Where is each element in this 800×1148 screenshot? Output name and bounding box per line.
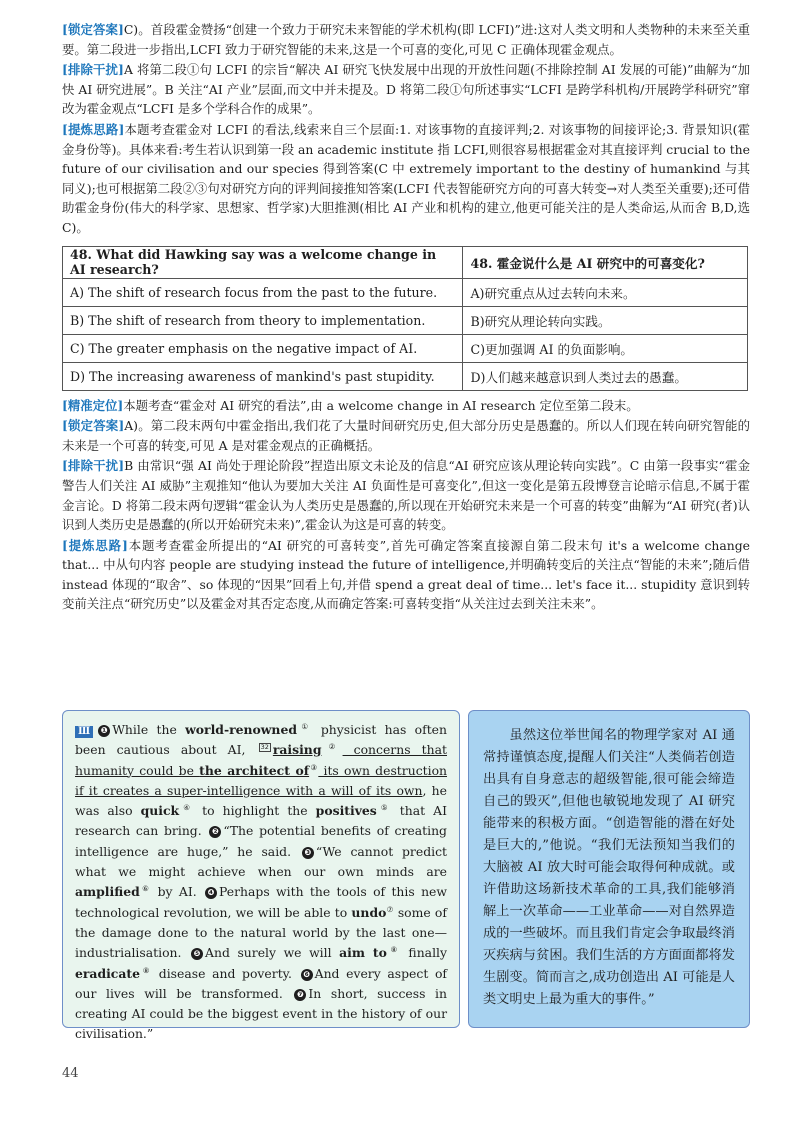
locate-text: 本题考查“霍金对 AI 研究的看法”,由 a welcome change in AI research 定位至第二段末。 xyxy=(123,397,639,413)
page-content xyxy=(62,20,750,615)
option-cn: C)更加强调 AI 的负面影响。 xyxy=(463,334,748,362)
footnote-mark: ② xyxy=(321,742,343,752)
exclude-text: B 由常识“强 AI 尚处于理论阶段”捏造出原文未论及的信息“AI 研究应该从理论转向实践”。C 由第一段事实“霍金警告人们关注 AI 威胁”主观推知“他认为要加大关注 AI 负面性是可喜变化”,但这一变化是第五段博登言论暗示信息,不属于霍金言论。D 将第二段末两句逻辑“霍金认为人类历史是愚蠢的,所以现在开始研究未来是一个可喜的转变”曲解为“AI 研究(者)认识到人类历史是愚蠢的(所以开始研究未来)”,霍金认为这是可喜的转变。 xyxy=(62,458,750,533)
q47-exclude xyxy=(62,60,750,119)
lock-answer-tag: [锁定答案] xyxy=(62,418,125,434)
passage-span: that AI research can bring. xyxy=(75,803,447,839)
passage-span: finally xyxy=(400,945,447,961)
passage-text xyxy=(75,720,447,1045)
option-cn: A)研究重点从过去转向未来。 xyxy=(463,278,748,306)
footnote-mark: ⑦ xyxy=(386,904,394,914)
refine-tag: [提炼思路] xyxy=(62,121,125,137)
passage-span: In short, success in creating AI could be the biggest event in the history of our civilisation.” xyxy=(75,985,447,1042)
chinese-translation-box: 虽然这位举世闻名的物理学家对 AI 通常持谨慎态度,提醒人们关注“人类倘若创造出具有自身意志的超级智能,很可能会缔造自己的毁灭”,但他也敏锐地发现了 AI 研究能带来的积极方面。“创造智能的潜在好处是巨大的,”他说。“我们无法预知当我们的大脑被 AI 放大时可能会取得何种成就。或许借助这场新技术革命的工具,我们能够消解上一次革命——工业革命——对自然界造成的一些破坏。而且我们肯定会争取最终消灭疾病与贫困。我们生活的方方面面都将发生剧变。简而言之,成功创造出 AI 可能是人类文明史上最为重大的事件。” xyxy=(468,710,750,1028)
option-en: D) The increasing awareness of mankind's past stupidity. xyxy=(63,362,463,390)
q48-option-row xyxy=(63,278,748,306)
option-en: A) The shift of research focus from the past to the future. xyxy=(63,278,463,306)
vocab-world-renowned: world-renowned xyxy=(185,722,297,737)
vocab-quick: quick xyxy=(140,803,180,819)
vocab-positives: positives xyxy=(315,803,377,819)
passage-span: “We cannot predict what we might achieve when our own minds are xyxy=(75,843,448,880)
sentence-marker: ❸ xyxy=(302,847,314,859)
q47-refine xyxy=(62,120,750,238)
lock-answer-text: C)。首段霍金赞扬“创建一个致力于研究未来智能的学术机构(即 LCFI)”进:这对人类文明和人类物种的未来至关重要。第二段进一步指出,LCFI 致力于研究智能的未来,这是一个可喜的变化,可见 C 正确体现霍金观点。 xyxy=(62,22,750,57)
option-en: C) The greater emphasis on the negative impact of AI. xyxy=(63,334,463,362)
locate-tag: [精准定位] xyxy=(62,397,124,413)
vocab-eradicate: eradicate xyxy=(75,965,140,981)
refine-tag: [提炼思路] xyxy=(62,537,128,553)
q48-question-en: 48. What did Hawking say was a welcome change in AI research? xyxy=(63,246,463,278)
q48-header-row xyxy=(63,246,748,278)
passage-span: Perhaps with the tools of this new technological revolution, we will be able to xyxy=(75,884,447,920)
passage-span: While the xyxy=(112,722,186,737)
vocab-aim-to: aim to xyxy=(339,945,387,961)
footnote-mark: ① xyxy=(297,721,313,731)
passage-span: And surely we will xyxy=(205,945,340,961)
passage-span: to highlight the xyxy=(194,803,316,819)
sentence-marker: ❻ xyxy=(301,969,313,981)
q48-exclude xyxy=(62,456,750,534)
refine-text: 本题考查霍金所提出的“AI 研究的可喜转变”,首先可确定答案直接源自第二段末句 it's a welcome change that... 中从句内容 people are studying instead the future of intelligence,并明确转变后的关注点“智能的未来”;随后借 instead 体现的“取舍”、so 体现的“因果”回看上句,并借 spend a great deal of time... let's face it... stupidity 意识到转变前关注点“研究历史”以及霍金对其否定态度,从而确定答案:可喜转变指“从关注过去到关注未来”。 xyxy=(62,537,750,612)
section-marker: Ⅲ xyxy=(75,726,93,738)
passage-span: its own destruction if it creates a super-intelligence with a will of its own xyxy=(75,762,448,798)
exclude-text: A 将第二段①句 LCFI 的宗旨“解决 AI 研究飞快发展中出现的开放性问题(不排除控制 AI 发展的可能)”曲解为“加快 AI 研究进展”。B 关注“AI 产业”层面,而文中并未提及。D 将第二段①句所述事实“LCFI 是跨学科机构/开展跨学科研究”窜改为霍金观点“LCFI 是多个学科合作的成果”。 xyxy=(62,62,751,117)
passage-span: disease and poverty. xyxy=(152,965,299,981)
q48-option-row xyxy=(63,334,748,362)
passage-span: “The potential benefits of creating intelligence are huge,” he said. xyxy=(75,823,447,859)
footnote-mark: ⑧ xyxy=(140,965,153,975)
passage-span: by AI. xyxy=(151,884,204,900)
sentence-marker: ❺ xyxy=(191,948,203,960)
option-cn: B)研究从理论转向实践。 xyxy=(463,306,748,334)
sentence-marker: ❶ xyxy=(98,725,110,737)
exclude-tag: [排除干扰] xyxy=(62,62,124,78)
passage-span: , he was also xyxy=(75,782,447,819)
q48-table xyxy=(62,246,748,391)
q48-locate xyxy=(62,396,750,416)
vocab-architect: the architect of xyxy=(199,762,310,778)
box-mark: 32 xyxy=(260,743,269,752)
page-number: 44 xyxy=(62,1066,79,1081)
q48-option-row xyxy=(63,362,748,390)
footnote-mark: ④ xyxy=(179,803,195,813)
sentence-marker: ❼ xyxy=(294,989,306,1001)
sentence-marker: ❷ xyxy=(209,826,221,838)
passage-span: some of the damage done to the natural world by the last one—industrialisation. xyxy=(75,904,447,961)
q48-lock-answer xyxy=(62,416,750,455)
passage-span: physicist has often been cautious about AI, xyxy=(75,722,447,758)
footnote-mark: ⑥ xyxy=(139,884,152,894)
passage-span: And every aspect of our lives will be transformed. xyxy=(75,965,447,1001)
english-passage-box xyxy=(62,710,460,1042)
footnote-mark: ⑧ xyxy=(386,945,401,955)
lock-answer-text: A)。第二段末两句中霍金指出,我们花了大量时间研究历史,但大部分历史是愚蠢的。所以人们现在转向研究智能的未来是一个可喜的转变,可见 A 是对霍金观点的正确概括。 xyxy=(62,418,750,453)
vocab-undo: undo xyxy=(351,904,387,920)
q48-question-cn: 48. 霍金说什么是 AI 研究中的可喜变化? xyxy=(463,246,748,278)
q47-lock-answer xyxy=(62,20,750,59)
vocab-amplified: amplified xyxy=(75,884,140,900)
lock-answer-tag: [锁定答案] xyxy=(62,22,124,37)
vocab-raising: raising xyxy=(272,742,322,758)
exclude-tag: [排除干扰] xyxy=(62,458,125,474)
footnote-mark: ⑤ xyxy=(376,803,392,813)
option-en: B) The shift of research from theory to implementation. xyxy=(63,306,463,334)
option-cn: D)人们越来越意识到人类过去的愚蠢。 xyxy=(463,362,748,390)
refine-text: 本题考查霍金对 LCFI 的看法,线索来自三个层面:1. 对该事物的直接评判;2. 对该事物的间接评论;3. 背景知识(霍金身份等)。具体来看:考生若认识到第一段 an academic institute 指 LCFI,则很容易根据霍金对其直接评判 crucial to the future of our civilisation and our species 得到答案(C 中 extremely important to the destiny of humankind 与其同义);也可根据第二段②③句对研究方向的评判间接推知答案(LCFI 代表智能研究方向的可喜大转变→对人类至关重要);还可借助霍金身份(伟大的科学家、思想家、哲学家)大胆推测(相比 AI 产业和机构的建立,他更可能关注的是人类命运,从而舍 B,D,选 C)。 xyxy=(62,121,751,235)
footnote-mark: ③ xyxy=(309,762,319,772)
passage-span: concerns that humanity could be xyxy=(75,742,447,778)
q48-refine xyxy=(62,536,750,614)
q48-option-row xyxy=(63,306,748,334)
sentence-marker: ❹ xyxy=(205,887,217,899)
